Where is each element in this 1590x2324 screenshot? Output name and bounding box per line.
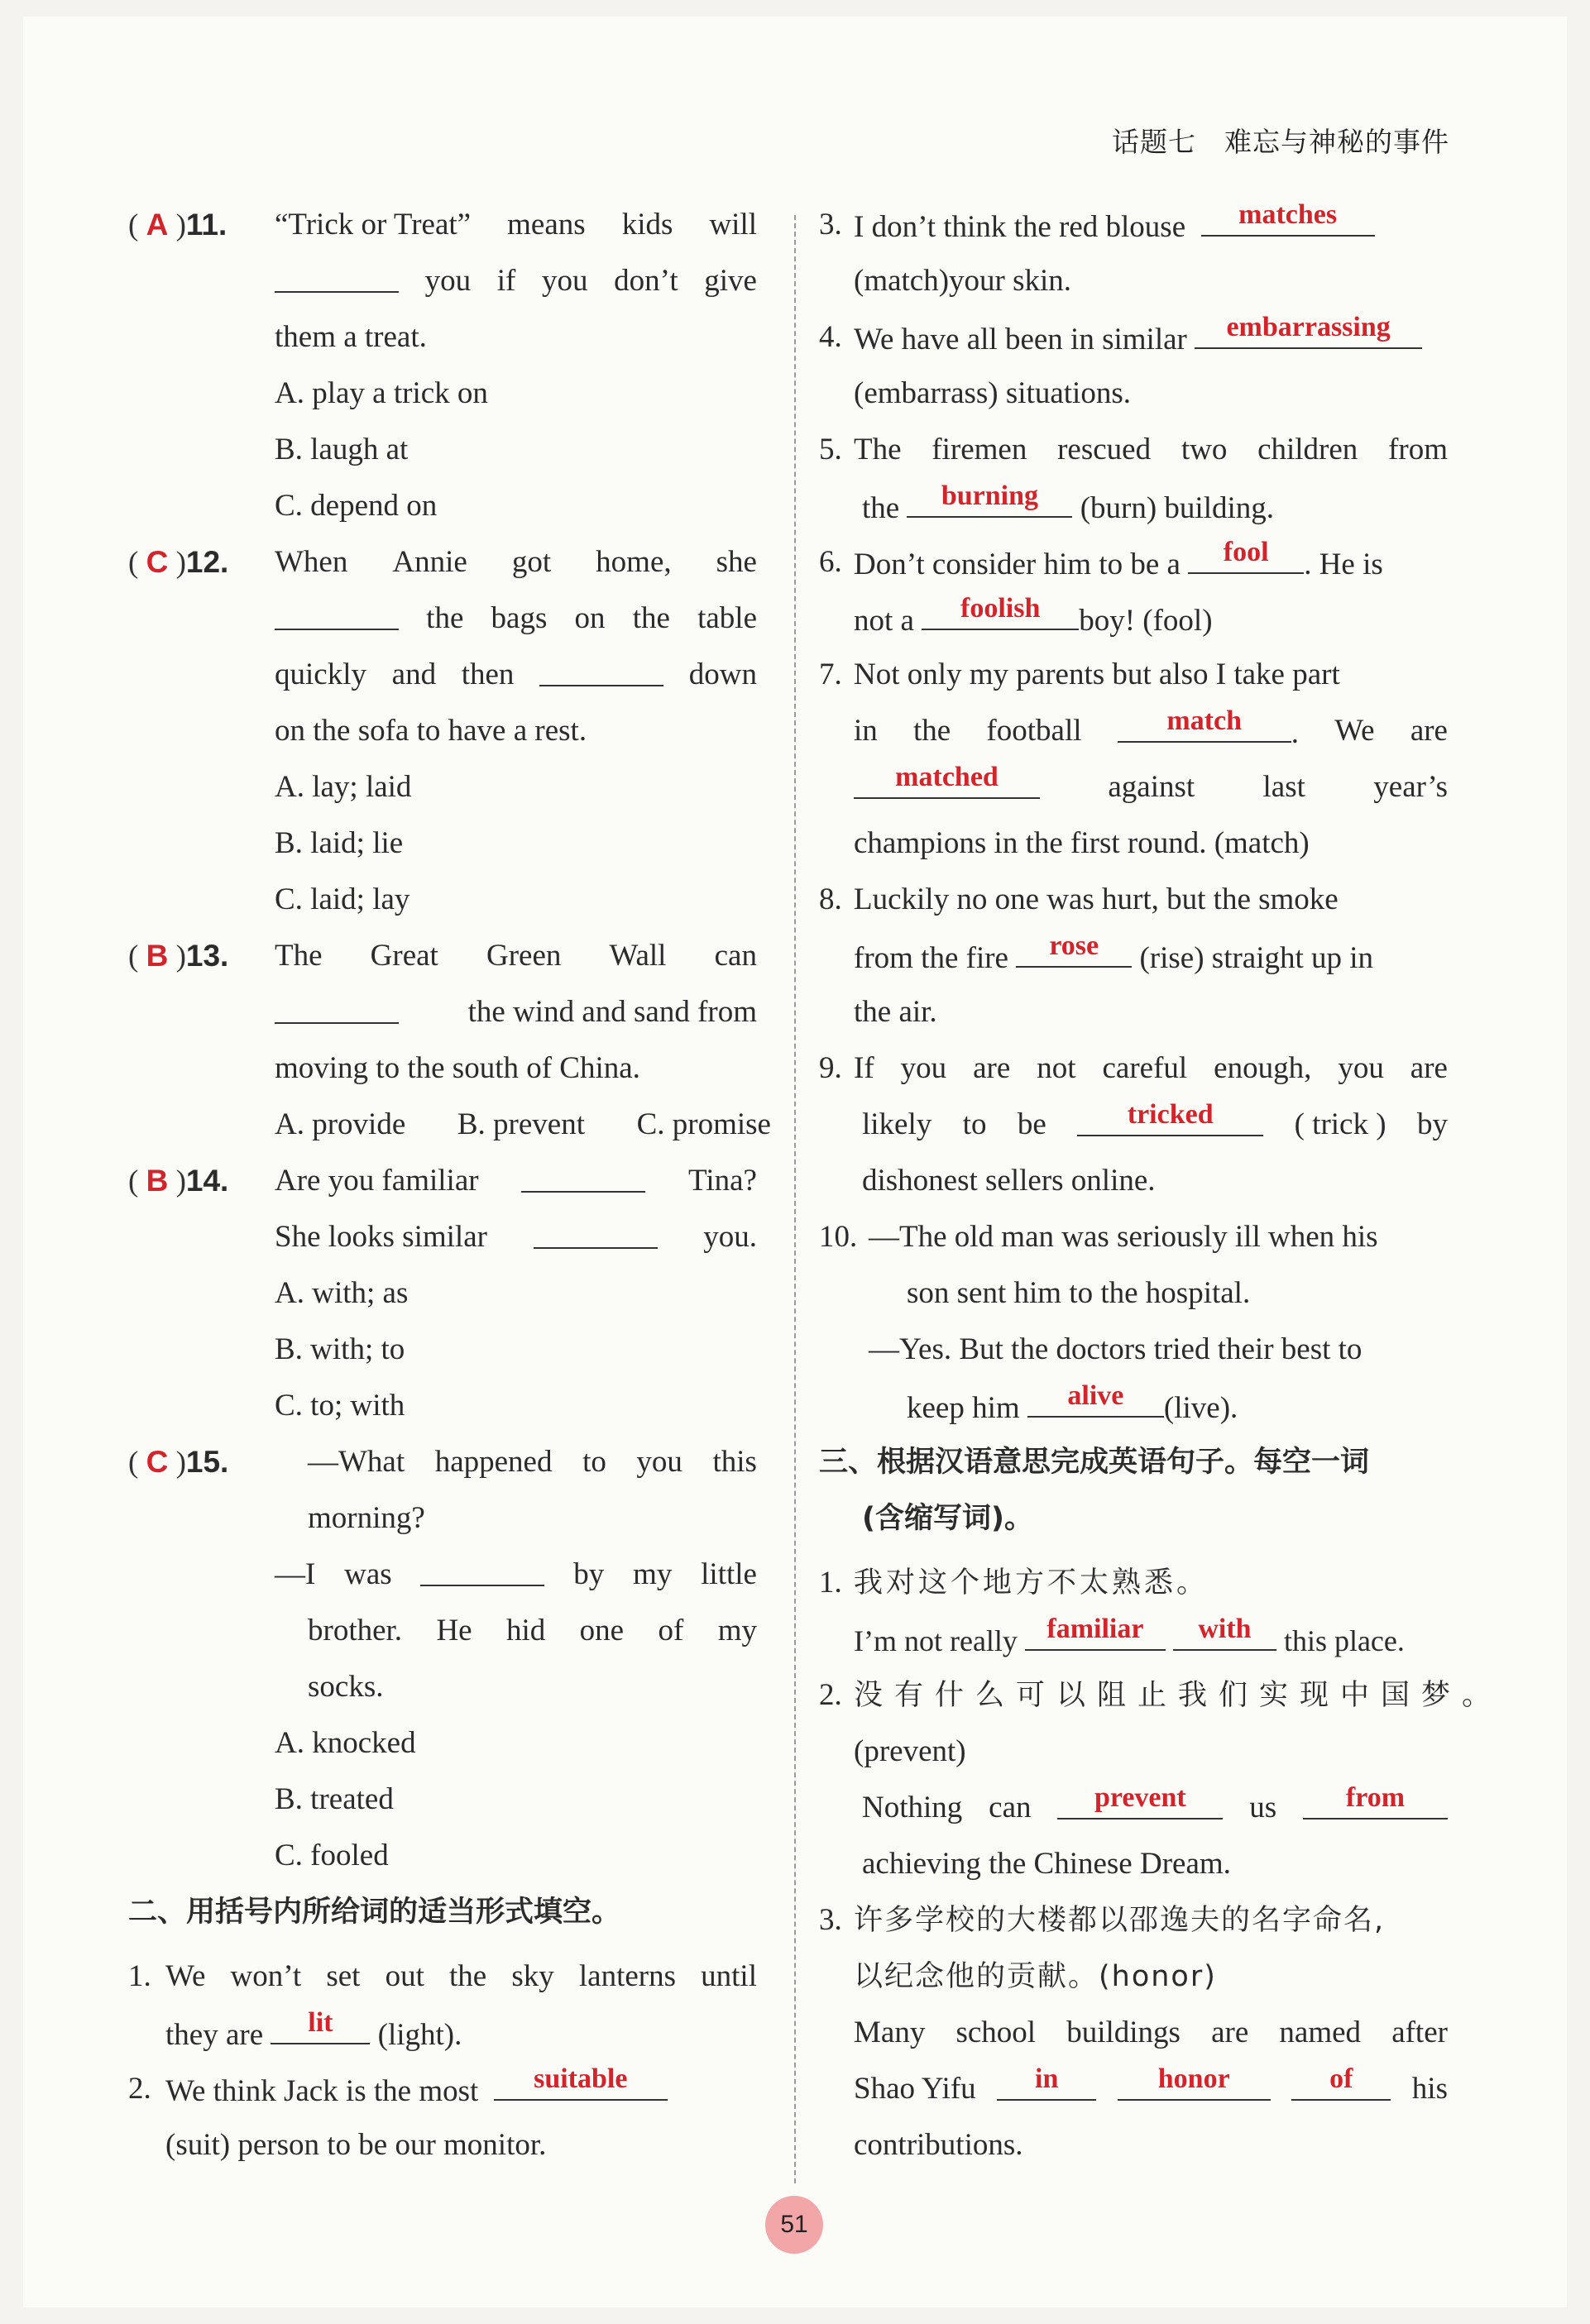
translate-3-chinese-cont: 以纪念他的贡献。(honor) [854,1960,1217,1993]
answer-blank[interactable]: match [1118,713,1291,743]
answer-blank[interactable]: in [997,2071,1096,2101]
question-stem: morning? [308,1501,425,1535]
translate-3-number: 3. [819,1903,842,1937]
answer: C [146,545,169,579]
question-12: ( C )12. [128,545,229,580]
fill-5-line2: the burning (burn) building. [862,481,1275,525]
answer: B [146,1164,169,1198]
question-stem: you if you don’t give [275,263,757,299]
fill-5: The firemen rescued two children from [854,433,1448,466]
translate-2-chinese: 没有什么可以阻止我们实现中国梦。 [854,1679,1503,1712]
question-14: ( B )14. [128,1164,229,1198]
fill-2-line2: (suit) person to be our monitor. [165,2128,547,2162]
answer-blank[interactable]: foolish [922,600,1079,630]
fill-7-number: 7. [819,658,842,691]
fill-5-number: 5. [819,433,842,466]
question-11: ( A )11. [128,208,227,242]
options [275,1107,771,1143]
page-number: 51 [765,2196,823,2254]
question-stem: quickly and then down [275,658,757,691]
section-2-heading: 二、用括号内所给词的适当形式填空。 [128,1896,621,1929]
option-c: C. depend on [275,489,438,523]
answer-blank[interactable]: matches [1201,207,1375,237]
translate-2-hint: (prevent) [854,1734,966,1768]
fill-7-line4: champions in the first round. (match) [854,826,1310,860]
fill-3-line2: (match)your skin. [854,264,1072,298]
answer-blank[interactable]: familiar [1025,1621,1166,1651]
answer-blank[interactable]: prevent [1057,1790,1223,1820]
option-b: B. laid; lie [275,826,404,860]
answer-blank[interactable] [420,1557,544,1586]
answer: B [146,939,169,973]
question-stem: The Great Green Wall can [275,939,757,973]
fill-4-line2: (embarrass) situations. [854,376,1131,410]
translate-3-english: Many school buildings are named after [854,2016,1448,2049]
translate-3-english-line2: Shao Yifu in honor of his [854,2063,1448,2106]
question-stem: socks. [308,1670,384,1704]
fill-9: If you are not careful enough, you are [854,1051,1448,1085]
option-c: C. to; with [275,1389,405,1423]
answer: A [146,208,169,241]
column-divider [794,215,796,2183]
fill-7-line3: matched against last year’s [854,769,1448,806]
question-stem: —What happened to you this [308,1445,757,1479]
fill-8-line2: from the fire rose (rise) straight up in [854,930,1374,975]
option-c: C. fooled [275,1839,389,1872]
answer-blank[interactable]: fool [1188,544,1304,574]
question-stem: the wind and sand from [275,994,757,1030]
fill-4: We have all been in similar embarrassing [854,319,1422,358]
answer-blank[interactable] [534,1219,658,1249]
option-a: A. play a trick on [275,376,488,410]
translate-2-english-line2: achieving the Chinese Dream. [862,1847,1231,1881]
topic-label: 话题七 [1112,126,1196,158]
fill-6-number: 6. [819,545,842,579]
question-stem: them a treat. [275,320,427,354]
fill-9-line2: likely to be tricked ( trick ) by [862,1099,1448,1141]
question-stem: brother. He hid one of my [308,1614,757,1647]
question-stem: moving to the south of China. [275,1051,640,1085]
answer-blank[interactable]: matched [854,769,1040,799]
fill-10-line3: —Yes. But the doctors tried their best to [869,1332,1363,1366]
option-b: B. prevent [457,1107,585,1141]
answer-blank[interactable] [275,263,399,293]
answer-blank[interactable]: tricked [1077,1107,1263,1136]
option-c: C. laid; lay [275,882,410,916]
question-stem: the bags on the table [275,600,757,637]
option-a: A. provide [275,1107,406,1141]
question-15: ( C )15. [128,1445,229,1480]
fill-6-line2: not a foolish boy! (fool) [854,593,1213,638]
fill-4-number: 4. [819,320,842,354]
answer: C [146,1445,169,1479]
answer-blank[interactable]: alive [1027,1388,1164,1418]
fill-8-number: 8. [819,882,842,916]
fill-8-line3: the air. [854,995,937,1029]
translate-2-english: Nothing can prevent us from [862,1790,1448,1826]
option-b: B. with; to [275,1332,405,1366]
answer-blank[interactable]: embarrassing [1195,319,1422,349]
page-header [1112,121,1449,160]
translate-2-number: 2. [819,1678,842,1712]
fill-8: Luckily no one was hurt, but the smoke [854,882,1339,916]
translate-1-number: 1. [819,1566,842,1600]
translate-1-english: I’m not really familiar with this place. [854,1614,1405,1657]
fill-10-line2: son sent him to the hospital. [907,1276,1251,1310]
question-13: ( B )13. [128,939,229,973]
fill-3: I don’t think the red blouse matches [854,207,1375,246]
option-a: A. lay; laid [275,770,412,804]
fill-10-line4: keep him alive (live). [907,1380,1238,1425]
fill-10: —The old man was seriously ill when his [869,1220,1378,1254]
answer-blank[interactable] [275,600,399,630]
fill-3-number: 3. [819,208,842,241]
fill-2: We think Jack is the most suitable [165,2071,668,2110]
question-stem: Are you familiar Tina? [275,1164,757,1198]
question-stem: —I was by my little [275,1557,757,1591]
answer-blank[interactable]: from [1303,1790,1448,1820]
question-stem: When Annie got home, she [275,545,757,579]
answer-blank[interactable]: lit [271,2015,370,2044]
question-stem: on the sofa to have a rest. [275,714,587,748]
answer-blank[interactable]: burning [907,488,1072,518]
fill-10-number: 10. [819,1220,858,1254]
answer-blank[interactable]: with [1173,1621,1276,1651]
option-c: C. promise [636,1107,771,1141]
option-a: A. with; as [275,1276,409,1310]
translate-3-english-line3: contributions. [854,2128,1023,2162]
fill-1: We won’t set out the sky lanterns until [165,1959,757,1993]
fill-2-number: 2. [128,2072,151,2106]
option-b: B. laugh at [275,433,409,466]
section-3-heading: 三、根据汉语意思完成英语句子。每空一词 [819,1446,1370,1479]
fill-1-line2: they are lit (light). [165,2007,462,2052]
answer-blank[interactable] [539,657,663,686]
fill-1-number: 1. [128,1959,151,1993]
fill-9-line3: dishonest sellers online. [862,1164,1156,1198]
answer-blank[interactable]: honor [1118,2071,1271,2101]
answer-blank[interactable]: rose [1016,938,1132,968]
option-a: A. knocked [275,1726,416,1760]
option-b: B. treated [275,1782,394,1816]
fill-6: Don’t consider him to be a fool . He is [854,537,1383,581]
fill-9-number: 9. [819,1051,842,1085]
answer-blank[interactable]: of [1291,2071,1391,2101]
answer-blank[interactable] [521,1163,645,1193]
section-3-heading-cont: (含缩写词)。 [862,1502,1033,1535]
answer-blank[interactable] [275,994,399,1024]
fill-7-line2: in the football match . We are [854,705,1448,750]
question-stem: She looks similar you. [275,1220,757,1254]
translate-3-chinese: 许多学校的大楼都以邵逸夫的名字命名, [854,1904,1386,1937]
translate-1-chinese: 我对这个地方不太熟悉。 [854,1566,1209,1600]
fill-7: Not only my parents but also I take part [854,658,1340,691]
question-stem: “Trick or Treat” means kids will [275,208,757,241]
topic-title: 难忘与神秘的事件 [1224,126,1449,158]
answer-blank[interactable]: suitable [494,2071,668,2101]
